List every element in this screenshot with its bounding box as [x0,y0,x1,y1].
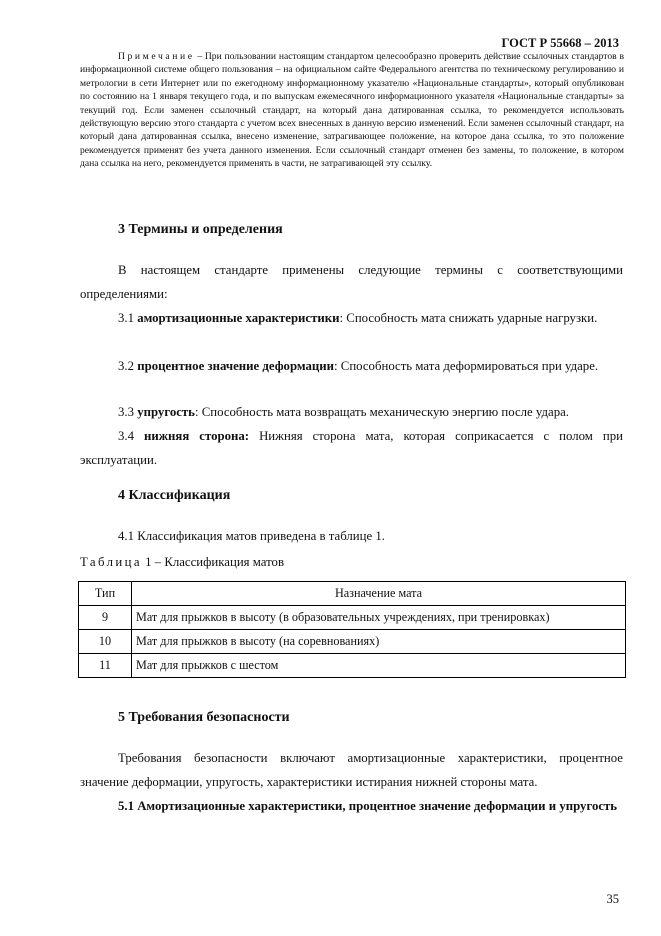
purpose-cell: Мат для прыжков с шестом [132,654,626,678]
table-row [79,606,626,630]
reference-note [80,50,624,171]
purpose-cell: Мат для прыжков в высоту (в образовательных учреждениях, при тренировках) [132,606,626,630]
intro-text: В настоящем стандарте применены следующие термины с соответствующими определениями: [80,263,623,301]
section-4-heading: 4 Классификация [118,488,231,503]
term-number: 3.4 [118,429,134,443]
term-number: 3.2 [118,359,134,373]
page-number: 35 [606,892,619,906]
note-text: – При пользовании настоящим стандартом целесообразно проверить действие ссылочных стандартов в информационной системе общего пользования – на официальном сайте Федерального агентства по техническому регулированию и метрологии в сети Интернет или по ежегодному информационному указателю «Национальные стандарты», который опубликован по состоянию на 1 января текущего года, и по выпускам ежемесячного информационного указателя «Национальные стандарты» за текущий год. Если заменен ссылочный стандарт, на который дана датированная ссылка, то рекомендуется использовать действующую версию этого стандарта с учетом всех внесенных в данную версию изменений. Если заменен ссылочный стандарт, на который дана датированная ссылка, внесено изменение, затрагивающее положение, на которое дана ссылка, то это положение рекомендуется применят без учета данного изменения. Если ссылочный стандарт отменен без замены, то положение, в котором дана ссылка на него, рекомендуется применять в части, не затрагивающей эту ссылку. [80,51,624,170]
term-3-4 [80,424,623,472]
term-name: процентное значение деформации [137,359,335,373]
table-row [79,630,626,654]
table-header-row [79,582,626,606]
term-definition: Способность мата снижать ударные нагрузки. [343,311,598,325]
standard-code-header: ГОСТ Р 55668 – 2013 [501,36,619,50]
term-name: амортизационные характеристики [137,311,340,325]
purpose-cell: Мат для прыжков в высоту (на соревнованиях) [132,630,626,654]
safety-text: Требования безопасности включают амортизационные характеристики, процентное значение деформации, упругость, характеристики истирания нижней стороны мата. [80,751,623,789]
column-header-purpose: Назначение мата [132,582,626,606]
section-5-1-heading [80,794,623,818]
term-separator: : [334,359,338,373]
section-5-heading: 5 Требования безопасности [118,710,290,725]
term-3-3 [80,400,623,424]
term-definition: Способность мата возвращать механическую энергию после удара. [198,405,569,419]
term-name: упругость [137,405,195,419]
term-number: 3.1 [118,311,134,325]
term-separator: : [194,405,199,419]
term-3-1 [80,306,623,330]
section-3-intro [80,258,623,306]
type-cell: 9 [79,606,132,630]
term-definition: Способность мата деформироваться при ударе. [337,359,599,373]
note-label: Примечание [118,51,195,62]
column-header-type: Тип [79,582,132,606]
section-3-heading: 3 Термины и определения [118,222,283,237]
table-row [79,654,626,678]
table-caption-text: 1 – Классификация матов [141,555,284,569]
table-caption-label: Таблица [80,555,142,569]
term-number: 3.3 [118,405,134,419]
type-cell: 10 [79,630,132,654]
classification-table [78,581,626,678]
type-cell: 11 [79,654,132,678]
section-4-text [80,524,623,548]
term-name: нижняя сторона: [144,429,250,443]
table-caption [80,555,284,570]
term-3-2 [80,354,623,378]
term-separator: : [339,311,344,325]
subsection-title: 5.1 Амортизационные характеристики, процентное значение деформации и упругость [118,799,618,813]
section-5-text [80,746,623,794]
classification-text: 4.1 Классификация матов приведена в таблице 1. [118,529,385,543]
term-definition: Нижняя сторона мата, которая соприкасается с полом при эксплуатации. [80,429,624,467]
